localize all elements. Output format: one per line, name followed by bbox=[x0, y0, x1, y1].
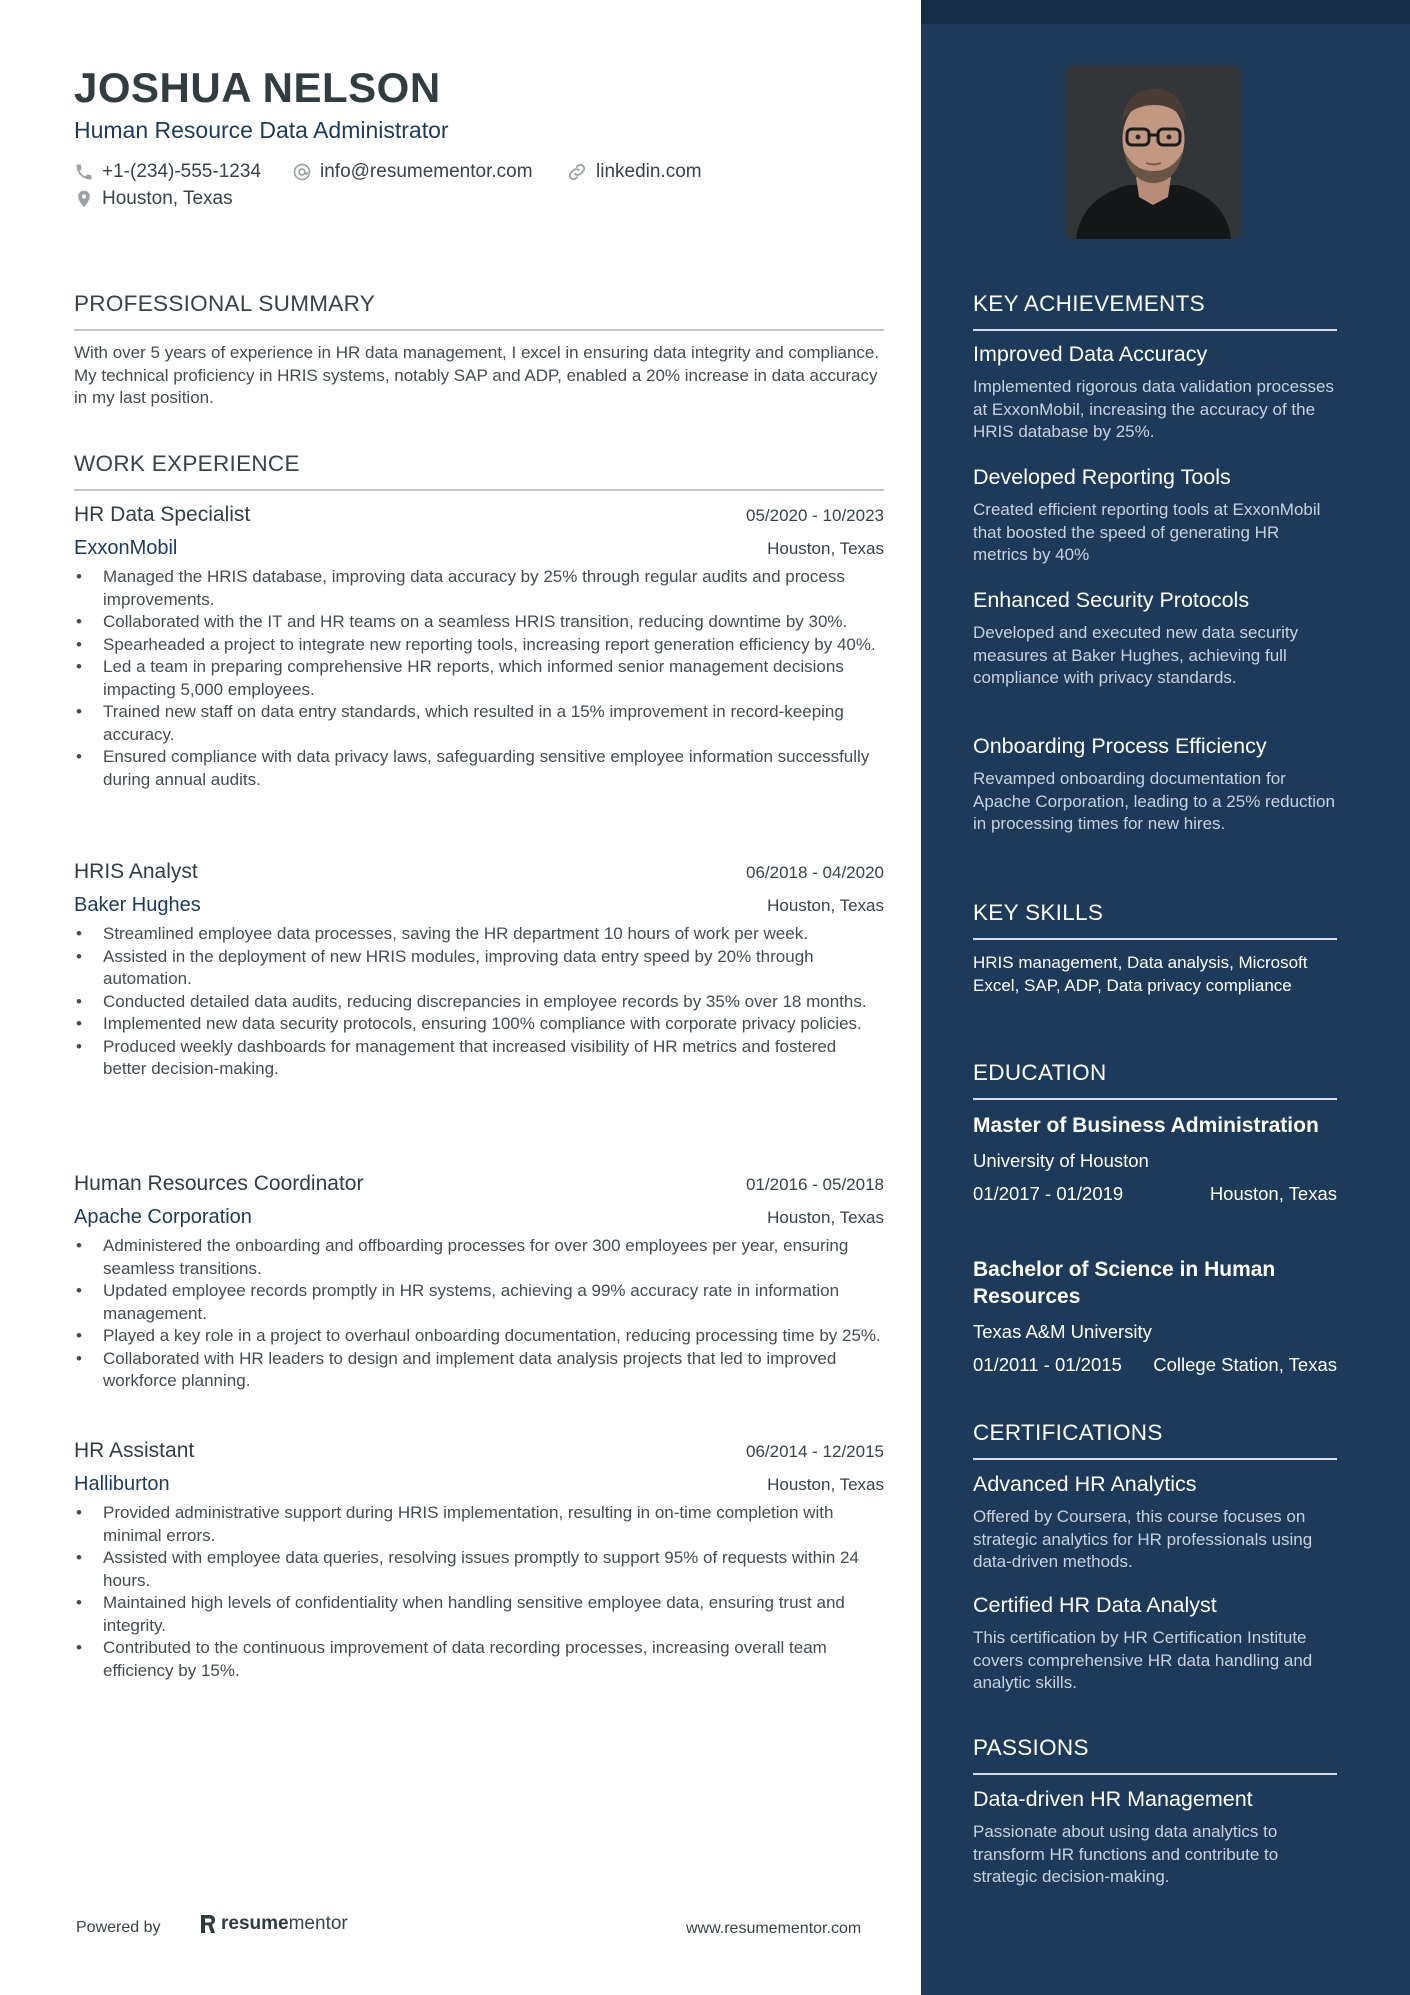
footer-url[interactable]: www.resumementor.com bbox=[686, 1920, 862, 1937]
bullet-item: • Assisted in the deployment of new HRIS modules, improving data entry speed by 20% through automation. bbox=[74, 946, 884, 991]
contact-location bbox=[74, 188, 233, 210]
job-bullets bbox=[74, 566, 884, 791]
achievement-item bbox=[973, 734, 1337, 836]
education-heading: EDUCATION bbox=[973, 1060, 1337, 1100]
candidate-name: JOSHUA NELSON bbox=[74, 64, 441, 111]
job-entry bbox=[74, 503, 884, 791]
job-title: HR Data Specialist bbox=[74, 503, 251, 526]
job-dates: 06/2014 - 12/2015 bbox=[745, 1442, 884, 1461]
education-school: Texas A&M University bbox=[973, 1321, 1152, 1342]
portrait-image bbox=[1066, 65, 1241, 239]
contact-email[interactable] bbox=[292, 161, 533, 183]
linkedin-text: linkedin.com bbox=[596, 161, 702, 182]
bullet-item: • Ensured compliance with data privacy laws, safeguarding sensitive employee information successfully during annual audits. bbox=[74, 746, 884, 791]
education-location: Houston, Texas bbox=[1209, 1183, 1337, 1204]
phone-text: +1-(234)-555-1234 bbox=[102, 161, 261, 182]
achievement-item bbox=[973, 588, 1337, 690]
contact-phone[interactable] bbox=[74, 161, 261, 183]
bullet-item: • Led a team in preparing comprehensive HR reports, which informed senior management decisions impacting 5,000 employees. bbox=[74, 656, 884, 701]
passion-title: Data-driven HR Management bbox=[973, 1787, 1253, 1811]
logo-light-text: mentor bbox=[288, 1913, 348, 1934]
job-location: Houston, Texas bbox=[767, 539, 884, 558]
job-bullets bbox=[74, 1235, 884, 1393]
education-dates: 01/2011 - 01/2015 bbox=[973, 1354, 1122, 1375]
passions-heading: PASSIONS bbox=[973, 1735, 1337, 1775]
job-location: Houston, Texas bbox=[767, 1475, 884, 1494]
bullet-item: • Produced weekly dashboards for management that increased visibility of HR metrics and fostered better decision-making. bbox=[74, 1036, 884, 1081]
job-title: Human Resources Coordinator bbox=[74, 1172, 364, 1195]
education-school: University of Houston bbox=[973, 1150, 1149, 1171]
job-location: Houston, Texas bbox=[767, 896, 884, 915]
bullet-item: • Played a key role in a project to overhaul onboarding documentation, reducing processing time by 25%. bbox=[74, 1325, 884, 1348]
link-icon bbox=[566, 161, 588, 183]
passion-desc: Passionate about using data analytics to transform HR functions and contribute to strategic decision-making. bbox=[973, 1822, 1279, 1886]
job-entry bbox=[74, 1439, 884, 1682]
bullet-item: • Conducted detailed data audits, reducing discrepancies in employee records by 35% over 18 months. bbox=[74, 991, 884, 1014]
bullet-item: • Updated employee records promptly in HR systems, achieving a 99% accuracy rate in information management. bbox=[74, 1280, 884, 1325]
skills-text: HRIS management, Data analysis, Microsoft Excel, SAP, ADP, Data privacy compliance bbox=[973, 953, 1308, 995]
job-dates: 05/2020 - 10/2023 bbox=[745, 506, 884, 525]
summary-heading: PROFESSIONAL SUMMARY bbox=[74, 291, 884, 331]
certification-desc: Offered by Coursera, this course focuses on strategic analytics for HR professionals using data-driven methods. bbox=[973, 1507, 1313, 1571]
phone-icon bbox=[74, 162, 94, 182]
skills-heading: KEY SKILLS bbox=[973, 900, 1337, 940]
job-entry bbox=[74, 1172, 884, 1393]
achievement-item bbox=[973, 465, 1337, 567]
job-bullets bbox=[74, 1502, 884, 1682]
certifications-heading: CERTIFICATIONS bbox=[973, 1420, 1337, 1460]
certification-title: Certified HR Data Analyst bbox=[973, 1593, 1217, 1617]
bullet-item: • Contributed to the continuous improvement of data recording processes, increasing overall team efficiency by 15%. bbox=[74, 1637, 884, 1682]
footer-powered-by: Powered by bbox=[76, 1919, 161, 1936]
education-degree: Bachelor of Science in Human Resources bbox=[973, 1258, 1276, 1308]
location-pin-icon bbox=[74, 189, 94, 209]
job-location: Houston, Texas bbox=[767, 1208, 884, 1227]
at-sign-icon bbox=[292, 162, 312, 182]
achievement-desc: Revamped onboarding documentation for Apache Corporation, leading to a 25% reduction in processing times for new hires. bbox=[973, 769, 1335, 833]
achievements-heading: KEY ACHIEVEMENTS bbox=[973, 291, 1337, 331]
bullet-item: • Collaborated with HR leaders to design and implement data analysis projects that led to improved workforce planning. bbox=[74, 1348, 884, 1393]
job-bullets bbox=[74, 923, 884, 1081]
bullet-item: • Trained new staff on data entry standards, which resulted in a 15% improvement in record-keeping accuracy. bbox=[74, 701, 884, 746]
achievement-title: Onboarding Process Efficiency bbox=[973, 734, 1267, 758]
job-entry bbox=[74, 860, 884, 1081]
certification-title: Advanced HR Analytics bbox=[973, 1472, 1197, 1496]
achievement-title: Improved Data Accuracy bbox=[973, 342, 1208, 366]
profile-photo bbox=[1066, 65, 1241, 239]
job-title: HRIS Analyst bbox=[74, 860, 198, 883]
certification-desc: This certification by HR Certification Institute covers comprehensive HR data handling and analytic skills. bbox=[973, 1628, 1313, 1692]
education-location: College Station, Texas bbox=[1153, 1354, 1337, 1375]
education-degree: Master of Business Administration bbox=[973, 1114, 1319, 1137]
candidate-title: Human Resource Data Administrator bbox=[74, 117, 449, 143]
achievement-desc: Developed and executed new data security measures at Baker Hughes, achieving full compliance with privacy standards. bbox=[973, 623, 1299, 687]
bullet-item: • Administered the onboarding and offboarding processes for over 300 employees per year, ensuring seamless transitions. bbox=[74, 1235, 884, 1280]
experience-heading: WORK EXPERIENCE bbox=[74, 451, 884, 491]
bullet-item: • Collaborated with the IT and HR teams on a seamless HRIS transition, reducing downtime by 30%. bbox=[74, 611, 884, 634]
resumementor-logo-icon bbox=[198, 1913, 218, 1935]
location-text: Houston, Texas bbox=[102, 188, 233, 209]
achievement-title: Developed Reporting Tools bbox=[973, 465, 1231, 489]
certification-item bbox=[973, 1593, 1337, 1695]
achievement-desc: Implemented rigorous data validation processes at ExxonMobil, increasing the accuracy of the HRIS database by 25%. bbox=[973, 377, 1334, 441]
summary-text: With over 5 years of experience in HR data management, I excel in ensuring data integrity and compliance. My technical proficiency in HRIS systems, notably SAP and ADP, enabled a 20% increase in data accuracy in my last position. bbox=[74, 343, 880, 407]
footer-logo[interactable] bbox=[198, 1913, 348, 1935]
education-dates: 01/2017 - 01/2019 bbox=[973, 1183, 1124, 1204]
job-dates: 01/2016 - 05/2018 bbox=[745, 1175, 884, 1194]
logo-bold-text: resume bbox=[221, 1913, 289, 1934]
bullet-item: • Streamlined employee data processes, saving the HR department 10 hours of work per week. bbox=[74, 923, 884, 946]
bullet-item: • Implemented new data security protocols, ensuring 100% compliance with corporate privacy policies. bbox=[74, 1013, 884, 1036]
email-text: info@resumementor.com bbox=[320, 161, 533, 182]
education-item bbox=[973, 1112, 1337, 1205]
company-name: ExxonMobil bbox=[74, 537, 178, 559]
contact-linkedin[interactable] bbox=[566, 161, 702, 183]
bullet-item: • Assisted with employee data queries, resolving issues promptly to support 95% of requests within 24 hours. bbox=[74, 1547, 884, 1592]
job-title: HR Assistant bbox=[74, 1439, 195, 1462]
achievement-title: Enhanced Security Protocols bbox=[973, 588, 1250, 612]
job-dates: 06/2018 - 04/2020 bbox=[745, 863, 884, 882]
company-name: Halliburton bbox=[74, 1473, 170, 1495]
achievement-item bbox=[973, 342, 1337, 444]
achievement-desc: Created efficient reporting tools at ExxonMobil that boosted the speed of generating HR metrics by 40% bbox=[973, 500, 1321, 564]
bullet-item: • Spearheaded a project to integrate new reporting tools, increasing report generation efficiency by 40%. bbox=[74, 634, 884, 657]
bullet-item: • Provided administrative support during HRIS implementation, resulting in on-time completion with minimal errors. bbox=[74, 1502, 884, 1547]
sidebar-top-band bbox=[921, 0, 1410, 24]
education-item bbox=[973, 1256, 1337, 1376]
passion-item bbox=[973, 1787, 1337, 1889]
bullet-item: • Maintained high levels of confidentiality when handling sensitive employee data, ensuring trust and integrity. bbox=[74, 1592, 884, 1637]
certification-item bbox=[973, 1472, 1337, 1574]
company-name: Apache Corporation bbox=[74, 1206, 252, 1228]
bullet-item: • Managed the HRIS database, improving data accuracy by 25% through regular audits and process improvements. bbox=[74, 566, 884, 611]
company-name: Baker Hughes bbox=[74, 894, 201, 916]
